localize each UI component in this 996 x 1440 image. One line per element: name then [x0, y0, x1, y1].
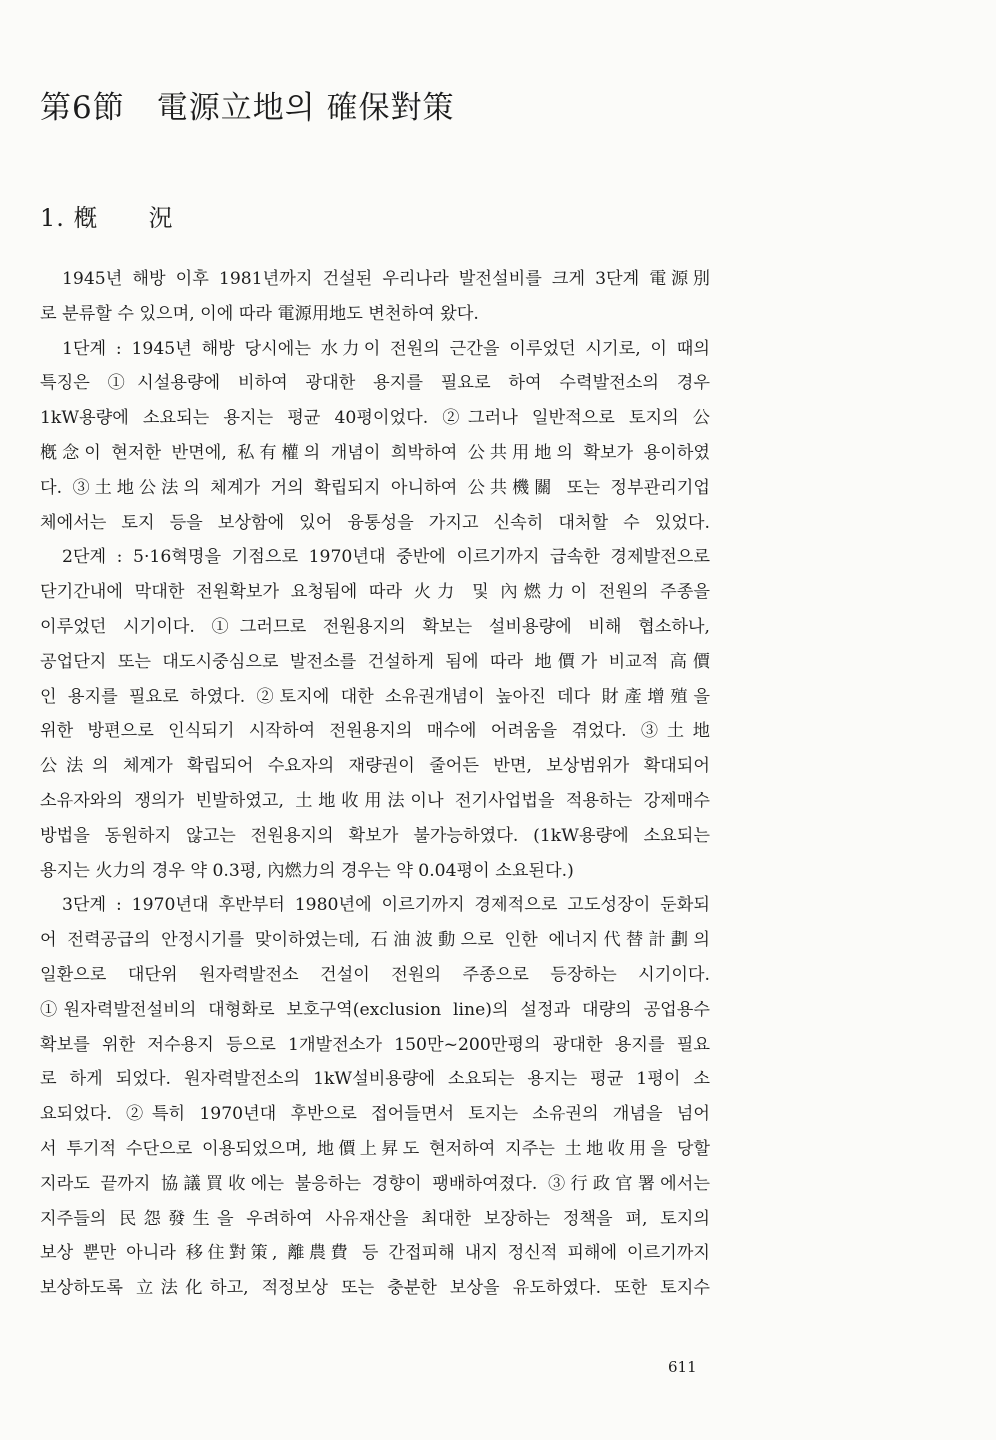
- text-line: 2단계 : 5·16혁명을 기점으로 1970년대 중반에 이르기까지 급속한 경제발전으로: [62, 547, 710, 568]
- text-line: 이루었던 시기이다. ①그러므로 전원용지의 확보는 설비용량에 비해 협소하나,: [40, 616, 710, 637]
- text-line: 1945년 해방 이후 1981년까지 건설된 우리나라 발전설비를 크게 3단계 電源別: [62, 269, 710, 289]
- text-line: 방법을 동원하지 않고는 전원용지의 확보가 불가능하였다. (1kW용량에 소요되는: [40, 825, 710, 846]
- text-line: 로 하게 되었다. 원자력발전소의 1kW설비용량에 소요되는 용지는 평균 1평이 소: [40, 1069, 710, 1090]
- body-text: [40, 262, 710, 1306]
- text-line: 요되었다. ②특히 1970년대 후반으로 접어들면서 토지는 소유권의 개념을 넘어: [40, 1104, 710, 1125]
- text-line: 지라도 끝까지 協議買收에는 불응하는 경향이 팽배하여졌다. ③行政官署에서는: [40, 1173, 710, 1194]
- chapter-title: 第6節 電源立地의 確保對策: [40, 90, 455, 126]
- section-heading: 1. 槪 況: [40, 204, 174, 232]
- text-line: 公法의 체계가 확립되어 수요자의 재량권이 줄어든 반면, 보상범위가 확대되어: [40, 756, 710, 777]
- text-line: 소유자와의 쟁의가 빈발하였고, 土地收用法이나 전기사업법을 적용하는 강제매수: [40, 790, 710, 811]
- text-line: 1kW용량에 소요되는 용지는 평균 40평이었다. ②그러나 일반적으로 토지의 公: [40, 408, 710, 429]
- text-line: 로 분류할 수 있으며, 이에 따라 電源用地도 변천하여 왔다.: [40, 303, 479, 324]
- text-line: 서 투기적 수단으로 이용되었으며, 地價上昇도 현저하여 지주는 土地收用을 당할: [40, 1138, 710, 1159]
- text-line: 인 용지를 필요로 하였다. ②토지에 대한 소유권개념이 높아진 데다 財產增殖을: [40, 686, 710, 707]
- text-line: 단기간내에 막대한 전원확보가 요청됨에 따라 火力 및 內燃力이 전원의 주종을: [40, 582, 710, 603]
- text-line: 지주들의 民怨發生을 우려하여 사유재산을 최대한 보장하는 정책을 펴, 토지의: [40, 1208, 710, 1229]
- text-line: 보상 뿐만 아니라 移住對策, 離農費 등 간접피해 내지 정신적 피해에 이르기까지: [40, 1243, 710, 1264]
- text-line: 보상하도록 立法化하고, 적정보상 또는 충분한 보상을 유도하였다. 또한 토지수: [40, 1278, 710, 1299]
- text-line: 槪念이 현저한 반면에, 私有權의 개념이 희박하여 公共用地의 확보가 용이하였: [40, 442, 710, 463]
- text-line: 공업단지 또는 대도시중심으로 발전소를 건설하게 됨에 따라 地價가 비교적 高價: [40, 651, 710, 672]
- text-line: 위한 방편으로 인식되기 시작하여 전원용지의 매수에 어려움을 겪었다. ③土地: [40, 721, 710, 742]
- text-line: 어 전력공급의 안정시기를 맞이하였는데, 石油波動으로 인한 에너지代替計劃의: [40, 930, 710, 951]
- text-line: 일환으로 대단위 원자력발전소 건설이 전원의 주종으로 등장하는 시기이다.: [40, 964, 710, 985]
- text-line: ①원자력발전설비의 대형화로 보호구역(exclusion line)의 설정과 대량의 공업용수: [40, 999, 710, 1020]
- text-line: 용지는 火力의 경우 약 0.3평, 內燃力의 경우는 약 0.04평이 소요된다.): [40, 860, 574, 881]
- text-line: 체에서는 토지 등을 보상함에 있어 융통성을 가지고 신속히 대처할 수 있었다.: [40, 512, 710, 533]
- text-line: 특징은 ①시설용량에 비하여 광대한 용지를 필요로 하여 수력발전소의 경우: [40, 373, 710, 394]
- text-line: 확보를 위한 저수용지 등으로 1개발전소가 150만~200만평의 광대한 용지를 필요: [40, 1034, 710, 1055]
- text-line: 다. ③土地公法의 체계가 거의 확립되지 아니하여 公共機關 또는 정부관리기업: [40, 477, 710, 498]
- page-number: 611: [668, 1358, 697, 1376]
- text-line: 1단계 : 1945년 해방 당시에는 水力이 전원의 근간을 이루었던 시기로, 이 때의: [62, 338, 710, 359]
- text-line: 3단계 : 1970년대 후반부터 1980년에 이르기까지 경제적으로 고도성장이 둔화되: [62, 895, 710, 916]
